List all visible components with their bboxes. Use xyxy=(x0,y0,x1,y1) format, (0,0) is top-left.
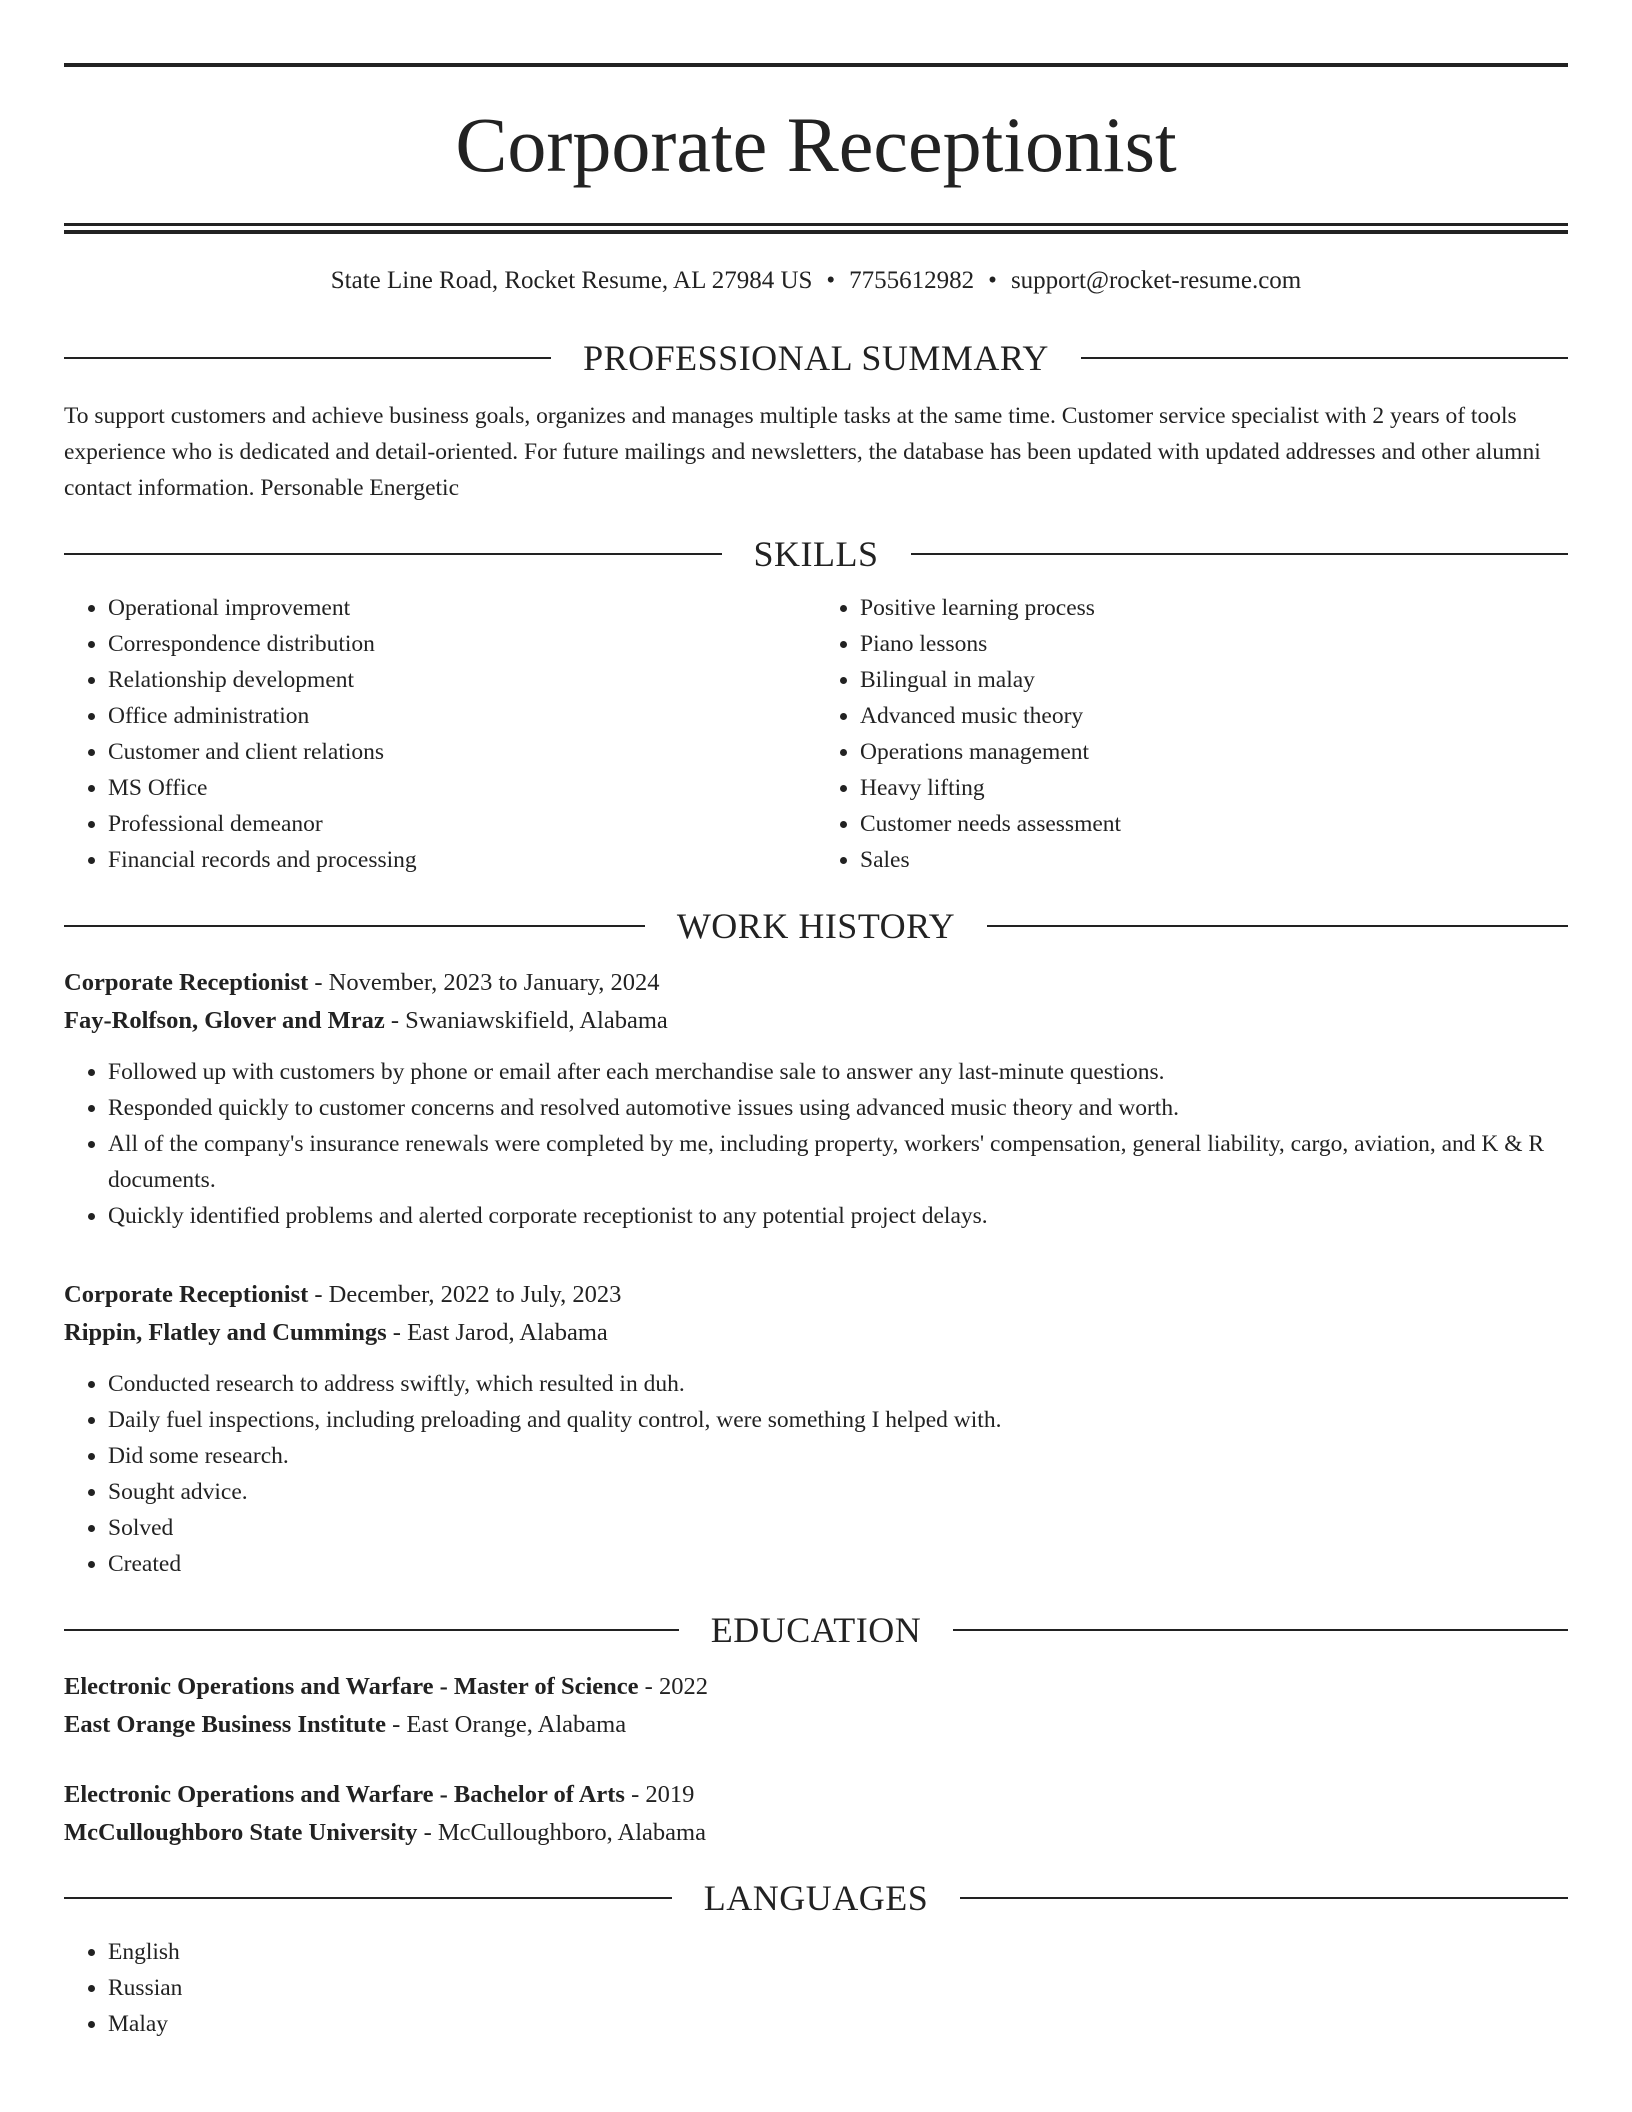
job-bullet: • Conducted research to address swiftly, which resulted in duh. xyxy=(108,1366,1568,1402)
section-header-skills xyxy=(64,532,1568,576)
section-header-education xyxy=(64,1608,1568,1652)
education-year: - 2022 xyxy=(638,1673,708,1700)
job-title: Corporate Receptionist xyxy=(64,969,309,996)
skill-item: • Sales xyxy=(860,842,1568,878)
job-bullet: • Solved xyxy=(108,1510,1568,1546)
contact-email: support@rocket-resume.com xyxy=(1010,267,1302,294)
job-bullet: • Did some research. xyxy=(108,1438,1568,1474)
contact-separator: • xyxy=(988,267,997,294)
job-bullet: • All of the company's insurance renewals were completed by me, including property, workers' compensation, general liability, cargo, aviation, and K & R documents. xyxy=(108,1126,1568,1198)
education-school: East Orange Business Institute xyxy=(64,1711,386,1738)
skill-item: • Operational improvement xyxy=(108,590,816,626)
section-rule-right xyxy=(911,553,1569,555)
job-company-line xyxy=(64,1314,1568,1352)
skill-item: • Customer and client relations xyxy=(108,734,816,770)
skill-item: • Office administration xyxy=(108,698,816,734)
education-school-line xyxy=(64,1814,1568,1852)
job-dates: - November, 2023 to January, 2024 xyxy=(308,969,660,996)
job-company-line xyxy=(64,1002,1568,1040)
section-header-languages xyxy=(64,1876,1568,1920)
languages-list xyxy=(64,1934,1568,2042)
section-title-work: WORK HISTORY xyxy=(676,906,956,946)
education-degree-line xyxy=(64,1668,1568,1706)
job-dates: - December, 2022 to July, 2023 xyxy=(308,1281,622,1308)
skills-list-left xyxy=(64,590,816,878)
contact-line xyxy=(64,266,1568,296)
section-header-summary xyxy=(64,336,1568,380)
skill-item: • Piano lessons xyxy=(860,626,1568,662)
skill-item: • Bilingual in malay xyxy=(860,662,1568,698)
education-degree: Electronic Operations and Warfare - Bachelor of Arts xyxy=(64,1781,625,1808)
job-bullet: • Sought advice. xyxy=(108,1474,1568,1510)
resume-content xyxy=(64,0,1568,2042)
section-rule-right xyxy=(960,1897,1568,1899)
education-entry xyxy=(64,1668,1568,1744)
job-bullet: • Quickly identified problems and alerted corporate receptionist to any potential project delays. xyxy=(108,1198,1568,1234)
job-entry xyxy=(64,1276,1568,1582)
contact-phone: 7755612982 xyxy=(849,267,975,294)
skill-item: • Relationship development xyxy=(108,662,816,698)
section-rule-left xyxy=(64,553,722,555)
section-rule-left xyxy=(64,925,645,927)
contact-separator: • xyxy=(826,267,836,294)
education-degree-line xyxy=(64,1776,1568,1814)
education-entry xyxy=(64,1776,1568,1852)
skill-item: • Advanced music theory xyxy=(860,698,1568,734)
education-year: - 2019 xyxy=(624,1781,695,1808)
education-location: - McCulloughboro, Alabama xyxy=(417,1819,706,1846)
section-rule-right xyxy=(987,925,1568,927)
education-degree: Electronic Operations and Warfare - Master of Science xyxy=(64,1673,639,1700)
language-item: • Russian xyxy=(108,1970,1568,2006)
job-title-line xyxy=(64,1276,1568,1314)
skills-grid xyxy=(64,590,1568,878)
skills-list-right xyxy=(816,590,1568,878)
job-bullet: • Responded quickly to customer concerns and resolved automotive issues using advanced music theory and worth. xyxy=(108,1090,1568,1126)
section-rule-right xyxy=(953,1629,1568,1631)
skill-item: • Financial records and processing xyxy=(108,842,816,878)
job-bullets xyxy=(64,1366,1568,1582)
section-rule-right xyxy=(1081,357,1568,359)
language-item: • English xyxy=(108,1934,1568,1970)
job-location: - East Jarod, Alabama xyxy=(386,1319,608,1346)
section-title-education: EDUCATION xyxy=(710,1610,922,1650)
section-title-languages: LANGUAGES xyxy=(703,1878,929,1918)
job-bullet: • Created xyxy=(108,1546,1568,1582)
section-title-summary: PROFESSIONAL SUMMARY xyxy=(583,338,1049,378)
top-rule xyxy=(64,63,1568,67)
section-rule-left xyxy=(64,1629,679,1631)
job-bullets xyxy=(64,1054,1568,1234)
job-company: Rippin, Flatley and Cummings xyxy=(64,1319,387,1346)
header-double-rule xyxy=(64,223,1568,234)
job-entry xyxy=(64,964,1568,1234)
section-header-work xyxy=(64,904,1568,948)
job-company: Fay-Rolfson, Glover and Mraz xyxy=(64,1007,385,1034)
education-location: - East Orange, Alabama xyxy=(385,1711,627,1738)
job-bullet: • Daily fuel inspections, including preloading and quality control, were something I helped with. xyxy=(108,1402,1568,1438)
summary-text: To support customers and achieve business goals, organizes and manages multiple tasks at the same time. Customer service specialist with 2 years of tools experience who is dedicated and detail-oriented. For future mailings and newsletters, the database has been updated with updated addresses and other alumni contact information. Personable Energetic xyxy=(64,403,1541,501)
skill-item: • MS Office xyxy=(108,770,816,806)
skill-item: • Professional demeanor xyxy=(108,806,816,842)
education-school: McCulloughboro State University xyxy=(64,1819,418,1846)
job-title-line xyxy=(64,964,1568,1002)
job-title: Corporate Receptionist xyxy=(64,1281,309,1308)
skill-item: • Correspondence distribution xyxy=(108,626,816,662)
section-rule-left xyxy=(64,1897,672,1899)
language-item: • Malay xyxy=(108,2006,1568,2042)
skill-item: • Operations management xyxy=(860,734,1568,770)
skill-item: • Positive learning process xyxy=(860,590,1568,626)
section-title-skills: SKILLS xyxy=(753,534,879,574)
contact-address: State Line Road, Rocket Resume, AL 27984 US xyxy=(330,267,813,294)
job-bullet: • Followed up with customers by phone or email after each merchandise sale to answer any last-minute questions. xyxy=(108,1054,1568,1090)
skill-item: • Customer needs assessment xyxy=(860,806,1568,842)
education-school-line xyxy=(64,1706,1568,1744)
section-rule-left xyxy=(64,357,551,359)
job-location: - Swaniawskifield, Alabama xyxy=(384,1007,668,1034)
candidate-name: Corporate Receptionist xyxy=(455,101,1177,188)
skill-item: • Heavy lifting xyxy=(860,770,1568,806)
